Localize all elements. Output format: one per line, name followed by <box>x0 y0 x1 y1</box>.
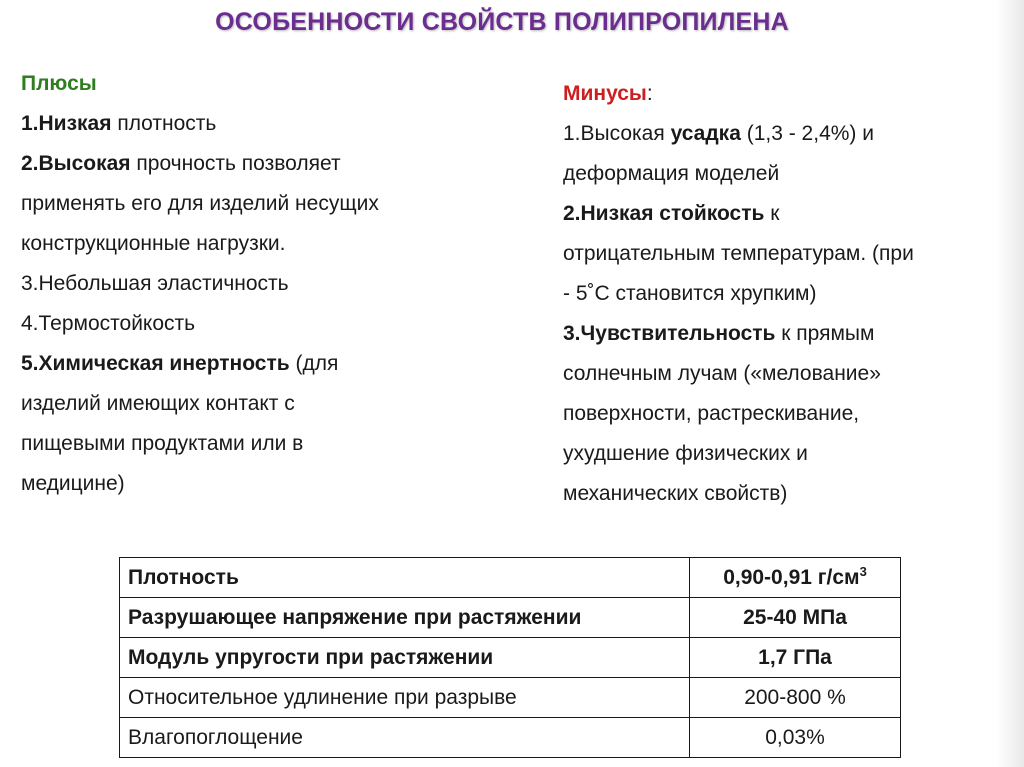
table-row <box>120 598 901 638</box>
cons-item-3-line-2: солнечным лучам («мелование» <box>563 362 881 385</box>
table-cell-label: Влагопоглощение <box>120 718 690 758</box>
table-cell-label: Модуль упругости при растяжении <box>120 638 690 678</box>
cons-item-3-line-4: ухудшение физических и <box>563 442 808 465</box>
table-row <box>120 678 901 718</box>
table-cell-value <box>690 558 901 598</box>
pros-item-3: 3.Небольшая эластичность <box>21 272 289 295</box>
pros-item-5-text: (для <box>289 352 339 375</box>
cons-item-2 <box>563 194 1003 234</box>
table-cell-label: Относительное удлинение при разрыве <box>120 678 690 718</box>
pros-item-2-line-3: конструкционные нагрузки. <box>21 232 286 255</box>
pros-item-1-text: плотность <box>111 112 217 135</box>
table-cell-value: 1,7 ГПа <box>690 638 901 678</box>
pros-item-2-text: прочность позволяет <box>130 152 341 175</box>
cons-column <box>563 74 1003 514</box>
pros-heading: Плюсы <box>21 72 97 95</box>
cons-item-2-bold: 2.Низкая стойкость <box>563 202 765 225</box>
table-cell-value: 0,03% <box>690 718 901 758</box>
properties-table <box>119 557 901 758</box>
pros-item-4: 4.Термостойкость <box>21 312 196 335</box>
pros-column <box>21 64 521 504</box>
cons-item-3-line-3: поверхности, растрескивание, <box>563 402 860 425</box>
pros-item-2 <box>21 144 521 184</box>
table-row <box>120 718 901 758</box>
cons-heading-colon: : <box>646 82 653 105</box>
cons-heading-label: Минусы <box>563 82 647 105</box>
cons-item-1-line-2: деформация моделей <box>563 162 780 185</box>
pros-item-5-line-2: изделий имеющих контакт с <box>21 392 295 415</box>
pros-item-1-bold: 1.Низкая <box>21 112 112 135</box>
pros-item-5-line-3: пищевыми продуктами или в <box>21 432 304 455</box>
pros-item-2-bold: 2.Высокая <box>21 152 131 175</box>
page-title: ОСОБЕННОСТИ СВОЙСТВ ПОЛИПРОПИЛЕНА <box>215 8 789 36</box>
cons-item-3 <box>563 314 1003 354</box>
cons-item-1-bold: усадка <box>670 122 741 145</box>
table-cell-label: Плотность <box>120 558 690 598</box>
pros-item-5 <box>21 344 521 384</box>
cons-item-3-bold: 3.Чувствительность <box>563 322 776 345</box>
table-cell-label: Разрушающее напряжение при растяжении <box>120 598 690 638</box>
cons-heading <box>563 74 1003 114</box>
cons-item-3-text: к прямым <box>775 322 875 345</box>
cons-item-1-text: (1,3 - 2,4%) и <box>740 122 874 145</box>
cons-item-2-line-2: отрицательным температурам. (при <box>563 242 914 265</box>
density-unit-exponent: 3 <box>859 563 867 579</box>
pros-item-5-bold: 5.Химическая инертность <box>21 352 290 375</box>
table-row <box>120 558 901 598</box>
table-cell-value: 200-800 % <box>690 678 901 718</box>
density-value: 0,90-0,91 г/см <box>723 565 860 589</box>
cons-item-3-line-5: механических свойств) <box>563 482 788 505</box>
pros-item-2-line-2: применять его для изделий несущих <box>21 192 379 215</box>
pros-item-5-line-4: медицине) <box>21 472 125 495</box>
cons-item-2-line-3: - 5˚С становится хрупким) <box>563 282 817 305</box>
pros-item-1 <box>21 104 521 144</box>
table-cell-value: 25-40 МПа <box>690 598 901 638</box>
cons-item-1-lead: 1.Высокая <box>563 122 671 145</box>
cons-item-2-text: к <box>764 202 780 225</box>
table-row <box>120 638 901 678</box>
cons-item-1 <box>563 114 1003 154</box>
